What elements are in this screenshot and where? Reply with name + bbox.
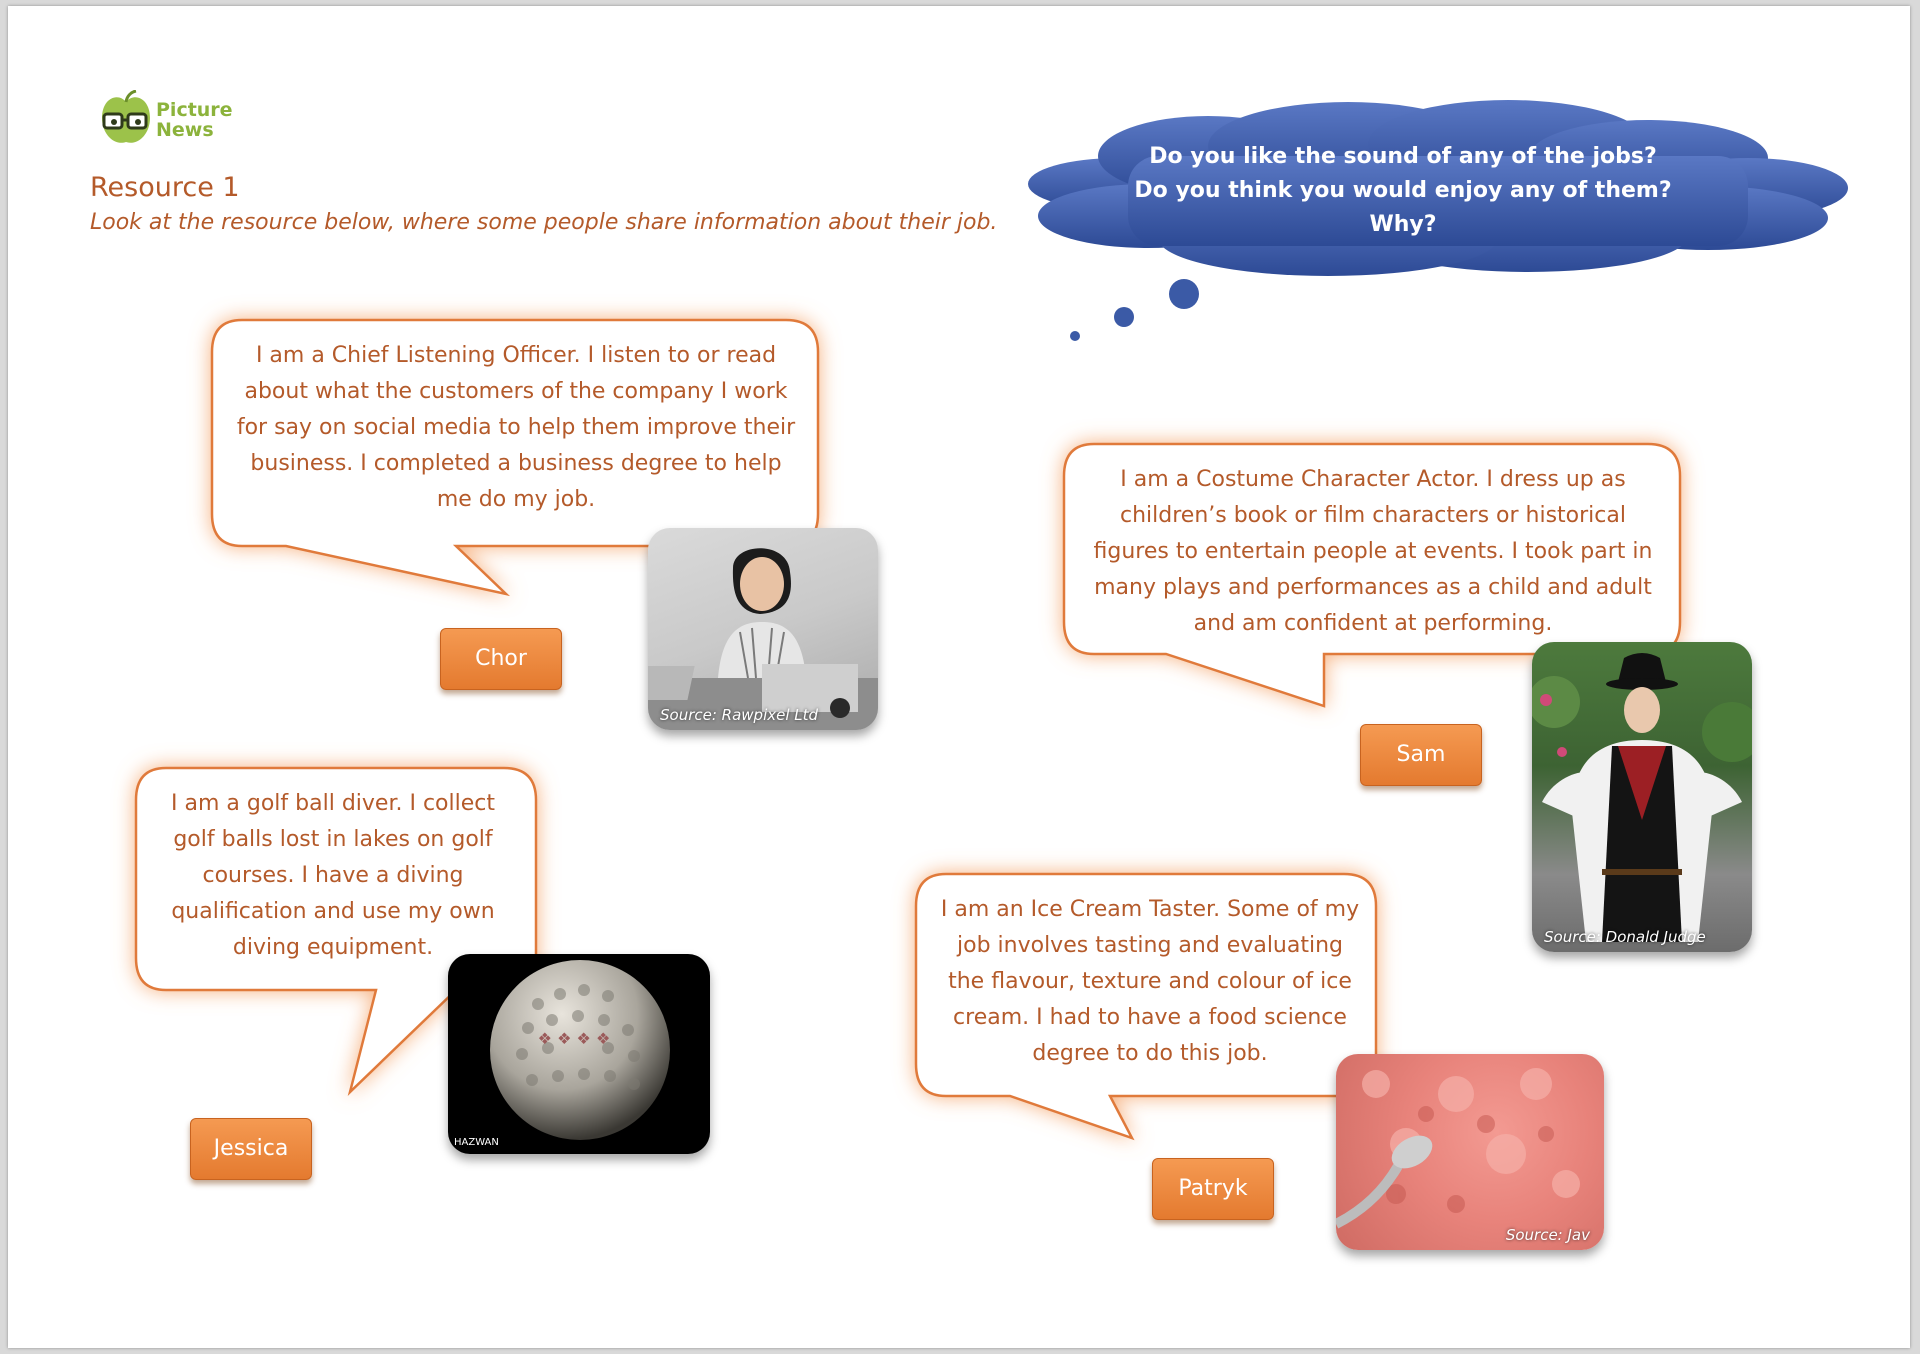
quote-chor: I am a Chief Listening Officer. I listen to or read about what the customers of the company I work for say on social media to help them improve their business. I completed a business degree to help me do my job. — [236, 343, 796, 512]
thought-cloud-text — [1118, 140, 1688, 242]
thought-bubble-dot-medium — [1114, 307, 1134, 327]
name-tag-jessica: Jessica — [190, 1118, 312, 1180]
quote-sam: I am a Costume Character Actor. I dress up as children’s book or film characters or historical figures to entertain people at events. I took part in many plays and performances as a child and adult and am confident at performing. — [1093, 467, 1653, 636]
picture-news-logo — [96, 90, 236, 152]
worksheet-page — [8, 6, 1910, 1348]
apple-glasses-icon — [96, 90, 156, 150]
thought-line-3: Why? — [1369, 212, 1437, 237]
office-worker-illustration — [648, 528, 878, 730]
thought-line-1: Do you like the sound of any of the jobs? — [1149, 144, 1657, 169]
name-tag-patryk: Patryk — [1152, 1158, 1274, 1220]
name-tag-sam: Sam — [1360, 724, 1482, 786]
thought-line-2: Do you think you would enjoy any of them? — [1134, 178, 1672, 203]
quote-jessica: I am a golf ball diver. I collect golf balls lost in lakes on golf courses. I have a diving qualification and use my own diving equipment. — [171, 791, 495, 960]
logo-line-1: Picture — [156, 99, 233, 121]
logo-wordmark — [156, 100, 233, 140]
logo-line-2: News — [156, 119, 214, 141]
photo-patryk — [1336, 1054, 1604, 1250]
thought-bubble-dot-large — [1169, 279, 1199, 309]
photo-credit-sam: Source: Donald Judge — [1544, 928, 1706, 946]
photo-chor — [648, 528, 878, 730]
resource-subtitle: Look at the resource below, where some people share information about their job. — [90, 210, 998, 235]
photo-credit-chor: Source: Rawpixel Ltd — [660, 706, 819, 724]
costume-actor-illustration — [1532, 642, 1752, 952]
photo-credit-jessica: HAZWAN — [454, 1137, 499, 1148]
resource-title: Resource 1 — [90, 172, 240, 203]
photo-sam — [1532, 642, 1752, 952]
svg-text:❖ ❖ ❖ ❖: ❖ ❖ ❖ ❖ — [537, 1029, 611, 1048]
thought-bubble-dot-small — [1070, 331, 1080, 341]
quote-patryk: I am an Ice Cream Taster. Some of my job involves tasting and evaluating the flavour, texture and colour of ice cream. I had to have a food science degree to do this job. — [940, 897, 1360, 1066]
photo-credit-patryk: Source: Jav — [1505, 1226, 1590, 1244]
name-tag-chor: Chor — [440, 628, 562, 690]
photo-jessica — [448, 954, 710, 1154]
ice-cream-illustration — [1336, 1054, 1604, 1250]
golf-ball-illustration — [448, 954, 710, 1154]
